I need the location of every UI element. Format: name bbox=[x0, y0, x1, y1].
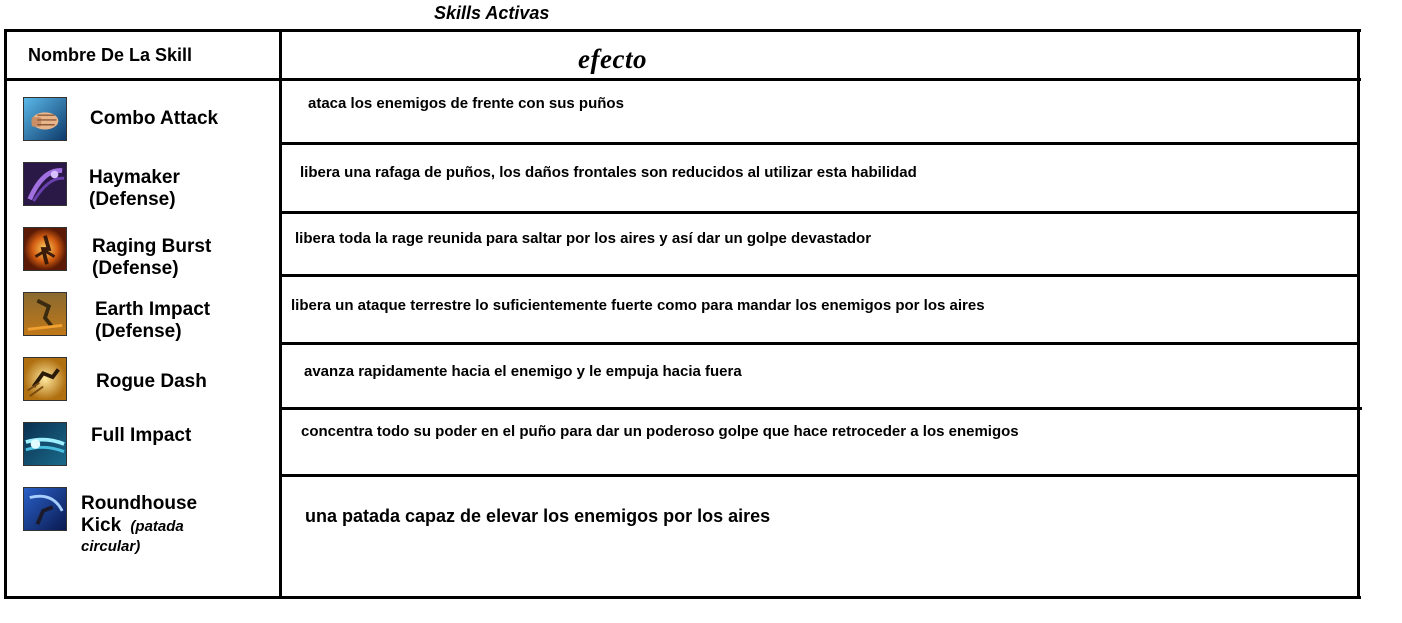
skill-note: (patada bbox=[130, 518, 184, 535]
table-border-right bbox=[1357, 29, 1360, 599]
skill-effect: libera toda la rage reunida para saltar por los aires y así dar un golpe devastador bbox=[295, 230, 872, 247]
skill-name: Full Impact bbox=[91, 425, 192, 446]
skill-name: Rogue Dash bbox=[96, 371, 207, 392]
skill-name-line2: (Defense) bbox=[92, 258, 179, 279]
skill-name: Combo Attack bbox=[90, 108, 219, 129]
skill-name-line1: Roundhouse bbox=[81, 493, 198, 514]
dash-icon bbox=[23, 357, 67, 401]
skill-name-line2: Kick bbox=[81, 515, 122, 536]
skill-note-line2: circular) bbox=[81, 538, 141, 555]
skill-name-line1: Raging Burst bbox=[92, 236, 212, 257]
skill-effect: ataca los enemigos de frente con sus puños bbox=[308, 95, 624, 112]
header-separator bbox=[4, 78, 1361, 81]
skill-name bbox=[92, 236, 211, 280]
skill-effect: una patada capaz de elevar los enemigos por los aires bbox=[305, 506, 771, 526]
table-border-bottom bbox=[4, 596, 1361, 599]
skill-effect: libera una rafaga de puños, los daños frontales son reducidos al utilizar esta habilidad bbox=[300, 164, 917, 181]
header-skill-name: Nombre De La Skill bbox=[28, 45, 193, 65]
row-separator bbox=[279, 407, 1362, 410]
table-title: Skills Activas bbox=[434, 3, 550, 23]
table-border-top bbox=[4, 29, 1361, 32]
fist-icon bbox=[23, 97, 67, 141]
skill-name-line1: Haymaker bbox=[89, 167, 180, 188]
skill-name-line1: Earth Impact bbox=[95, 299, 211, 320]
punch-barrage-icon bbox=[23, 162, 67, 206]
row-separator bbox=[279, 342, 1360, 345]
table-border-left bbox=[4, 29, 7, 599]
skill-effect: libera un ataque terrestre lo suficientemente fuerte como para mandar los enemigos por los aires bbox=[291, 297, 985, 314]
kick-icon bbox=[23, 487, 67, 531]
skill-name bbox=[95, 299, 210, 343]
skill-name bbox=[81, 493, 197, 538]
row-separator bbox=[279, 211, 1360, 214]
header-effect: efecto bbox=[578, 44, 647, 74]
row-separator bbox=[279, 274, 1360, 277]
skill-name-line2: (Defense) bbox=[95, 321, 182, 342]
row-separator bbox=[279, 474, 1360, 477]
earth-impact-icon bbox=[23, 292, 67, 336]
skill-name bbox=[89, 167, 180, 211]
skill-effect: concentra todo su poder en el puño para dar un poderoso golpe que hace retroceder a los enemigos bbox=[301, 423, 1019, 440]
impact-wave-icon bbox=[23, 422, 67, 466]
rage-burst-icon bbox=[23, 227, 67, 271]
column-divider bbox=[279, 29, 282, 599]
skill-name-line2: (Defense) bbox=[89, 189, 176, 210]
row-separator bbox=[279, 142, 1360, 145]
skill-effect: avanza rapidamente hacia el enemigo y le empuja hacia fuera bbox=[304, 363, 742, 380]
